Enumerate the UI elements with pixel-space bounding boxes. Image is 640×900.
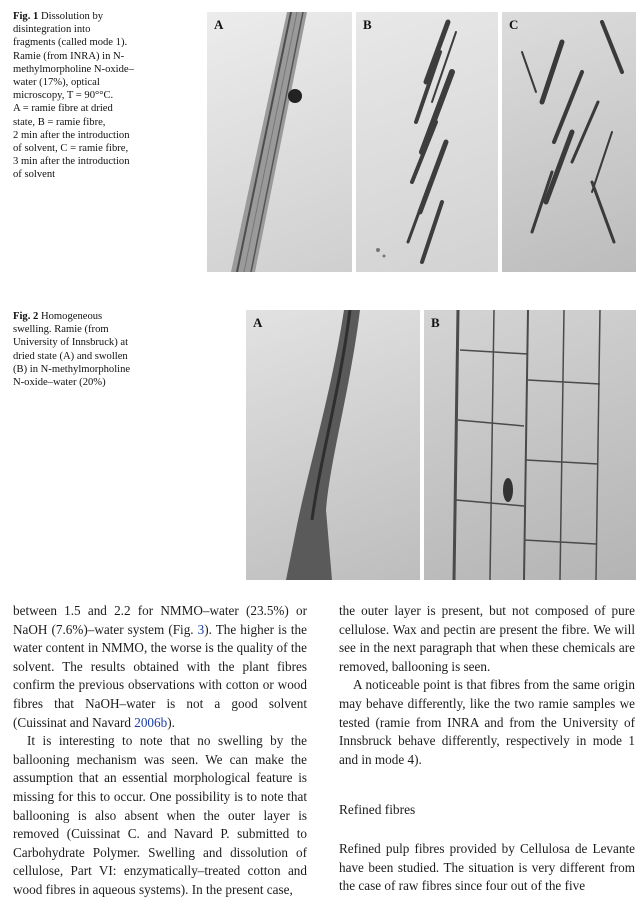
left-paragraph-1-text: ). [167,714,175,730]
fig1-caption-line: 3 min after the introduction [13,156,130,168]
fig1-panel-a [207,12,352,272]
right-column [339,602,635,896]
fig2-panel-b-letter: B [431,315,440,330]
figure-3-link[interactable]: 3 [197,621,205,637]
fig1-caption-line: fragments (called mode 1). [13,37,128,49]
fig2-label: Fig. 2 [13,311,39,322]
fig2-panel-a-micrograph [246,310,420,580]
right-paragraph-3: Refined pulp fibres provided by Cellulosa de Levante have been studied. The situation is very different from the case of raw fibres since four out of the five [339,840,635,894]
fig1-panel-b-micrograph [356,12,498,272]
fig2-caption-line: swelling. Ramie (from [13,324,109,336]
fig2-caption-line: N-oxide–water (20%) [13,377,106,389]
fig2-panel-b-micrograph [424,310,636,580]
fig1-caption [13,10,153,182]
section-heading-refined-fibres: Refined fibres [339,802,416,818]
left-paragraph-1 [13,602,307,732]
fig1-panel-c-micrograph [502,12,636,272]
fig2-caption [13,310,153,389]
fig2-panel-a-letter: A [253,315,263,330]
fig2-panel-a [246,310,420,580]
fig1-caption-line: methylmorpholine N-oxide– [13,63,134,75]
fig1-panel-c-letter: C [509,17,519,32]
fig1-caption-line: microscopy, T = 90°°C. [13,90,114,102]
fig2-caption-line: dried state (A) and swollen [13,350,128,362]
fig1-caption-line: disintegration into [13,24,91,36]
fig1-caption-line: 2 min after the introduction [13,129,130,141]
fig1-caption-line: Ramie (from INRA) in N- [13,50,125,62]
fig2-panel-b [424,310,636,580]
fig1-panel-b [356,12,498,272]
fig1-panel-c [502,12,636,272]
fig1-panel-a-letter: A [214,17,224,32]
fig1-label: Fig. 1 [13,11,39,22]
left-column [13,602,307,900]
citation-link-2006b[interactable]: 2006b [134,714,168,730]
right-paragraph-1: the outer layer is present, but not composed of pure cellulose. Wax and pectin are present the fibre. We will see in the next paragraph that when these chemicals are removed, ballooning is seen. [339,603,635,674]
left-paragraph-1-text: between 1.5 and 2.2 for NMMO–water (23.5%) or NaOH (7.6%)–water system (Fig. [13,603,307,637]
fig1-caption-line: state, B = ramie fibre, [13,116,106,128]
fig2-caption-line: Homogeneous [40,311,103,322]
fig2-caption-line: University of Innsbruck) at [13,337,129,349]
fig1-caption-line: water (17%), optical [13,77,100,89]
fig1-panel-a-micrograph [207,12,352,272]
fig1-panel-b-letter: B [363,17,372,32]
fig1-caption-line: of solvent [13,169,56,181]
fig2-caption-line: (B) in N-methylmorpholine [13,363,131,375]
fig1-caption-line: Dissolution by [40,11,104,22]
left-paragraph-1-text: ). The higher is the water content in NMMO, the worse is the quality of the solvent. The results obtained with the plant fibres confirm the previous observations with cotton or wood fibres that NaOH–water is not a good solvent (Cuissinat and Navard [13,621,307,730]
fig1-caption-line: of solvent, C = ramie fibre, [13,143,129,155]
right-paragraph-2: A noticeable point is that fibres from the same origin may behave differently, like the two ramie samples we tested (ramie from INRA and from the University of Innsbruck behave differently, respectively in mode 1 and in mode 4). [339,677,635,767]
fig1-caption-line: A = ramie fibre at dried [13,103,113,115]
left-paragraph-2: It is interesting to note that no swelling by the ballooning mechanism was seen. We can make the assumption that an essential morphological feature is missing for this to occur. One possibility is to note that ballooning is also absent when the outer layer is removed (Cuissinat C. and Navard P. submitted to Carbohydrate Polymer. Swelling and dissolution of cellulose, Part VI: enzymatically–treated cotton and wood fibres in aqueous systems). In the present case, [13,733,307,897]
